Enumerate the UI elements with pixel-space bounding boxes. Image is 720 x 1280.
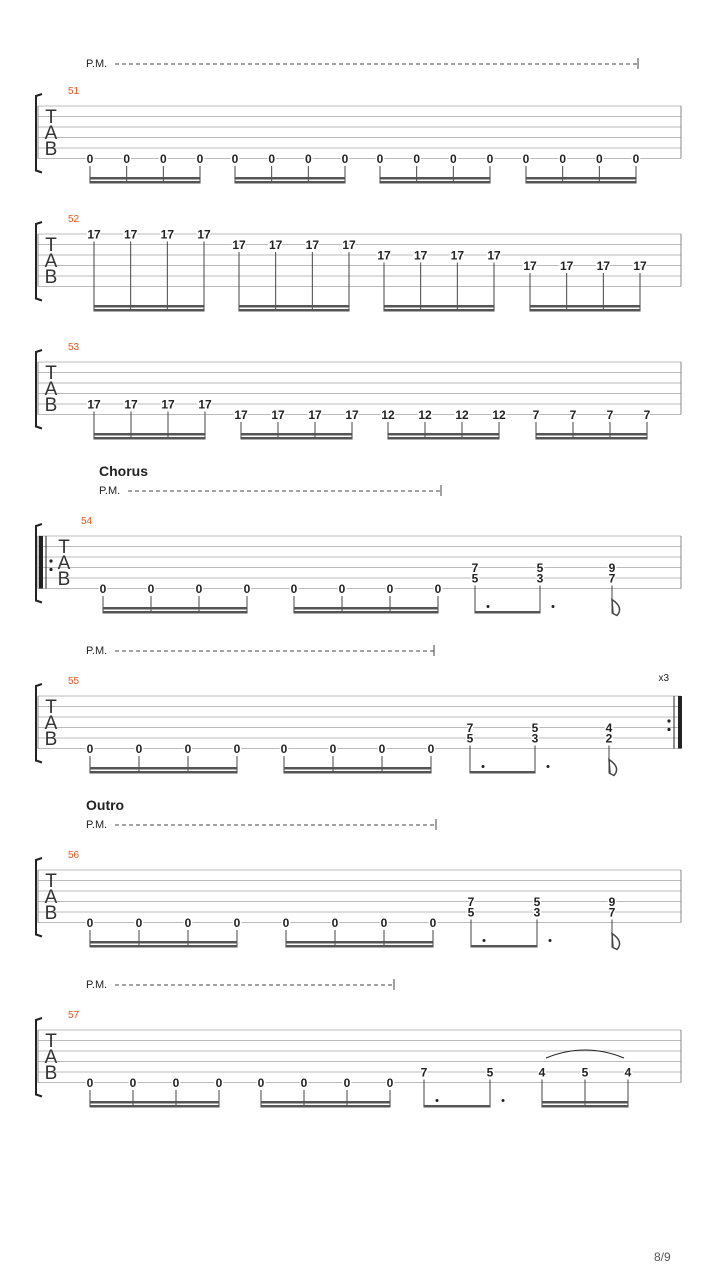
fret-number: 0	[304, 152, 312, 166]
dot	[502, 1099, 505, 1102]
fret-number: 17	[413, 248, 428, 263]
beam-secondary	[388, 433, 499, 436]
system-52	[36, 214, 681, 312]
beam-primary	[384, 309, 494, 312]
fret-number: 7	[467, 895, 475, 909]
fret-number: 7	[643, 408, 651, 422]
note-group	[87, 742, 241, 774]
beam-primary	[94, 437, 205, 440]
note-group	[281, 742, 435, 774]
dot	[487, 605, 490, 608]
fret-number: 0	[343, 1076, 351, 1090]
fret-number: 0	[135, 916, 143, 930]
fret-number: 9	[608, 895, 616, 909]
fret-number: 0	[376, 152, 384, 166]
beam-primary	[90, 945, 237, 948]
fret-number: 0	[184, 916, 192, 930]
repeat-start-thick-bar	[39, 536, 43, 589]
beam-primary	[536, 437, 647, 440]
fret-number: 0	[300, 1076, 308, 1090]
beam-primary	[235, 181, 345, 184]
tab-clef-b: B	[44, 903, 58, 924]
fret-number: 17	[596, 259, 611, 273]
note-group	[100, 582, 251, 614]
repeat-dot	[49, 559, 52, 562]
note-group	[283, 916, 437, 948]
tab-clef-b: B	[44, 729, 58, 750]
fret-number: 0	[427, 742, 435, 756]
repeat-dot	[667, 719, 670, 722]
beam-secondary	[90, 177, 200, 180]
fret-number: 12	[418, 408, 432, 422]
fret-number: 17	[523, 259, 537, 273]
fret-number: 5	[533, 895, 541, 909]
fret-number: 4	[624, 1065, 632, 1080]
dot	[482, 765, 485, 768]
measure-number: 54	[81, 516, 93, 527]
fret-number: 17	[234, 408, 248, 422]
fret-number: 0	[86, 152, 94, 166]
repeat-dot	[667, 728, 670, 731]
beam-secondary	[94, 305, 204, 308]
fret-number: 7	[532, 408, 540, 422]
beam-secondary	[542, 1101, 628, 1104]
note-group	[467, 721, 550, 774]
note-group	[87, 916, 241, 948]
fret-number: 0	[338, 582, 346, 596]
note-group	[234, 408, 359, 440]
tab-clef-b: B	[44, 267, 58, 288]
beam-secondary	[286, 941, 433, 944]
beam-primary	[388, 437, 499, 440]
beam-secondary	[103, 607, 247, 610]
fret-number: 0	[159, 152, 167, 166]
tab-clef-b: B	[44, 395, 58, 416]
note-group	[232, 238, 356, 312]
fret-number: 0	[184, 742, 192, 756]
note-group	[377, 152, 494, 184]
beam-primary	[261, 1105, 390, 1108]
beam-secondary	[90, 941, 237, 944]
beam-primary	[284, 771, 431, 774]
fret-number: 0	[215, 1076, 223, 1090]
note-group	[539, 1050, 632, 1108]
beam-secondary	[241, 433, 352, 436]
fret-number: 3	[536, 571, 544, 586]
note-group	[232, 152, 349, 184]
fret-number: 7	[471, 561, 479, 575]
fret-number: 17	[559, 259, 574, 273]
fret-number: 17	[124, 397, 138, 412]
fret-number: 0	[129, 1076, 137, 1090]
fret-number: 7	[608, 905, 616, 920]
beam-secondary	[526, 177, 636, 180]
tab-clef-a: A	[44, 379, 58, 400]
note-group	[533, 408, 651, 440]
beam-primary	[90, 1105, 219, 1108]
tab-clef-t: T	[45, 1031, 57, 1052]
fret-number: 0	[632, 152, 640, 166]
fret-number: 0	[386, 1076, 394, 1090]
beam-secondary	[530, 305, 640, 308]
fret-number: 17	[633, 259, 647, 273]
fret-number: 17	[198, 397, 212, 412]
fret-number: 0	[147, 582, 155, 596]
fret-number: 17	[308, 408, 322, 422]
tab-clef-a: A	[44, 123, 58, 144]
system-54	[36, 463, 681, 616]
measure-number: 57	[68, 1010, 80, 1021]
tab-clef-t: T	[45, 107, 57, 128]
beam-secondary	[294, 607, 438, 610]
note-group	[87, 1076, 223, 1108]
fret-number: 17	[160, 227, 175, 242]
repeat-dot	[49, 568, 52, 571]
measure-number: 52	[68, 214, 80, 225]
fret-number: 17	[87, 227, 101, 242]
fret-number: 7	[606, 408, 614, 422]
fret-number: 17	[87, 397, 101, 412]
fret-number: 5	[467, 905, 475, 920]
fret-number: 5	[531, 721, 539, 735]
beam-primary	[530, 309, 640, 312]
fret-number: 5	[466, 731, 474, 746]
fret-number: 0	[380, 916, 388, 930]
tab-clef-a: A	[44, 887, 58, 908]
fret-number: 0	[386, 582, 394, 596]
fret-number: 7	[466, 721, 474, 735]
fret-number: 0	[486, 152, 494, 166]
beam-primary	[470, 771, 535, 774]
tab-clef-b: B	[44, 139, 58, 160]
note-group	[523, 259, 647, 312]
palm-mute-label: P.M.	[86, 645, 108, 657]
system-53	[36, 342, 681, 440]
beam-secondary	[90, 1101, 219, 1104]
note-group	[291, 582, 442, 614]
fret-number: 5	[471, 571, 479, 586]
measure-number: 55	[68, 676, 80, 687]
system-51	[36, 58, 681, 184]
repeat-count: x3	[658, 673, 669, 684]
fret-number: 17	[345, 408, 359, 422]
fret-number: 0	[449, 152, 457, 166]
beam-secondary	[536, 433, 647, 436]
fret-number: 0	[86, 742, 94, 756]
fret-number: 0	[172, 1076, 180, 1090]
fret-number: 0	[86, 1076, 94, 1090]
fret-number: 0	[559, 152, 567, 166]
note-group	[472, 561, 555, 614]
beam-primary	[424, 1105, 490, 1108]
fret-number: 17	[271, 408, 285, 422]
measure-number: 53	[68, 342, 80, 353]
palm-mute-label: P.M.	[86, 979, 108, 991]
fret-number: 17	[377, 248, 391, 263]
tab-clef-t: T	[45, 697, 57, 718]
palm-mute-label: P.M.	[86, 819, 108, 831]
fret-number: 0	[282, 916, 290, 930]
dot	[549, 939, 552, 942]
fret-number: 0	[195, 582, 203, 596]
fret-number: 0	[331, 916, 339, 930]
fret-number: 7	[608, 571, 616, 586]
beam-primary	[286, 945, 433, 948]
fret-number: 0	[86, 916, 94, 930]
fret-number: 0	[378, 742, 386, 756]
tab-clef-t: T	[45, 235, 57, 256]
beam-primary	[294, 611, 438, 614]
fret-number: 0	[429, 916, 437, 930]
tab-clef-t: T	[45, 871, 57, 892]
note-flag	[612, 600, 620, 616]
note-group	[523, 152, 640, 184]
system-57	[36, 979, 681, 1108]
beam-primary	[239, 309, 349, 312]
fret-number: 4	[605, 721, 613, 735]
fret-number: 17	[305, 238, 320, 252]
fret-number: 17	[197, 227, 211, 242]
beam-secondary	[284, 767, 431, 770]
fret-number: 0	[522, 152, 530, 166]
dot	[547, 765, 550, 768]
repeat-end-thick-bar	[678, 696, 682, 749]
fret-number: 0	[329, 742, 337, 756]
beam-primary	[90, 771, 237, 774]
fret-number: 12	[492, 408, 506, 422]
fret-number: 2	[605, 731, 613, 746]
beam-primary	[526, 181, 636, 184]
beam-secondary	[384, 305, 494, 308]
beam-primary	[542, 1105, 628, 1108]
fret-number: 0	[413, 152, 421, 166]
fret-number: 0	[99, 582, 107, 596]
fret-number: 0	[290, 582, 298, 596]
beam-secondary	[380, 177, 490, 180]
fret-number: 0	[196, 152, 204, 166]
beam-primary	[103, 611, 247, 614]
measure-number: 56	[68, 850, 80, 861]
tab-clef-a: A	[44, 251, 58, 272]
fret-number: 4	[538, 1065, 546, 1080]
fret-number: 5	[581, 1065, 589, 1080]
tab-clef-a: A	[44, 713, 58, 734]
note-group	[468, 895, 552, 948]
fret-number: 0	[268, 152, 276, 166]
beam-secondary	[235, 177, 345, 180]
note-group	[381, 408, 506, 440]
section-label: Outro	[86, 797, 125, 813]
note-flag	[609, 760, 617, 776]
fret-number: 17	[161, 397, 175, 412]
beam-primary	[475, 611, 540, 614]
tab-clef-b: B	[44, 1063, 58, 1084]
tab-clef-a: A	[57, 553, 71, 574]
fret-number: 17	[232, 238, 246, 252]
tab-clef-a: A	[44, 1047, 58, 1068]
note-flag	[612, 934, 620, 950]
fret-number: 0	[233, 742, 241, 756]
fret-number: 9	[608, 561, 616, 575]
fret-number: 0	[231, 152, 239, 166]
fret-number: 0	[135, 742, 143, 756]
tab-clef-t: T	[45, 363, 57, 384]
beam-secondary	[94, 433, 205, 436]
fret-number: 5	[536, 561, 544, 575]
note-group	[377, 249, 501, 312]
dot	[436, 1099, 439, 1102]
beam-primary	[380, 181, 490, 184]
tab-clef-b: B	[57, 569, 71, 590]
beam-primary	[90, 181, 200, 184]
fret-number: 0	[257, 1076, 265, 1090]
beam-primary	[94, 309, 204, 312]
tab-clef-t: T	[58, 537, 70, 558]
fret-number: 0	[341, 152, 349, 166]
palm-mute-label: P.M.	[99, 485, 121, 497]
measure-number: 51	[68, 86, 80, 97]
fret-number: 0	[595, 152, 603, 166]
beam-primary	[471, 945, 537, 948]
note-group	[87, 228, 211, 312]
fret-number: 12	[381, 408, 395, 422]
note-group	[258, 1076, 394, 1108]
fret-number: 3	[531, 731, 539, 746]
beam-secondary	[90, 767, 237, 770]
system-56	[36, 797, 681, 950]
beam-primary	[241, 437, 352, 440]
fret-number: 0	[434, 582, 442, 596]
fret-number: 17	[450, 248, 465, 263]
fret-number: 17	[268, 238, 283, 252]
fret-number: 7	[569, 408, 577, 422]
fret-number: 17	[487, 248, 501, 263]
dot	[552, 605, 555, 608]
fret-number: 7	[420, 1065, 428, 1080]
fret-number: 12	[455, 408, 469, 422]
note-group	[87, 152, 204, 184]
fret-number: 3	[533, 905, 541, 920]
fret-number: 5	[486, 1065, 494, 1080]
fret-number: 0	[280, 742, 288, 756]
fret-number: 17	[123, 227, 138, 242]
section-label: Chorus	[99, 463, 148, 479]
page-number: 8/9	[654, 1250, 671, 1264]
fret-number: 0	[243, 582, 251, 596]
fret-number: 17	[342, 238, 356, 252]
fret-number: 0	[233, 916, 241, 930]
fret-number: 0	[123, 152, 131, 166]
palm-mute-label: P.M.	[86, 58, 108, 70]
dot	[483, 939, 486, 942]
beam-secondary	[239, 305, 349, 308]
system-55	[36, 645, 682, 776]
beam-secondary	[261, 1101, 390, 1104]
